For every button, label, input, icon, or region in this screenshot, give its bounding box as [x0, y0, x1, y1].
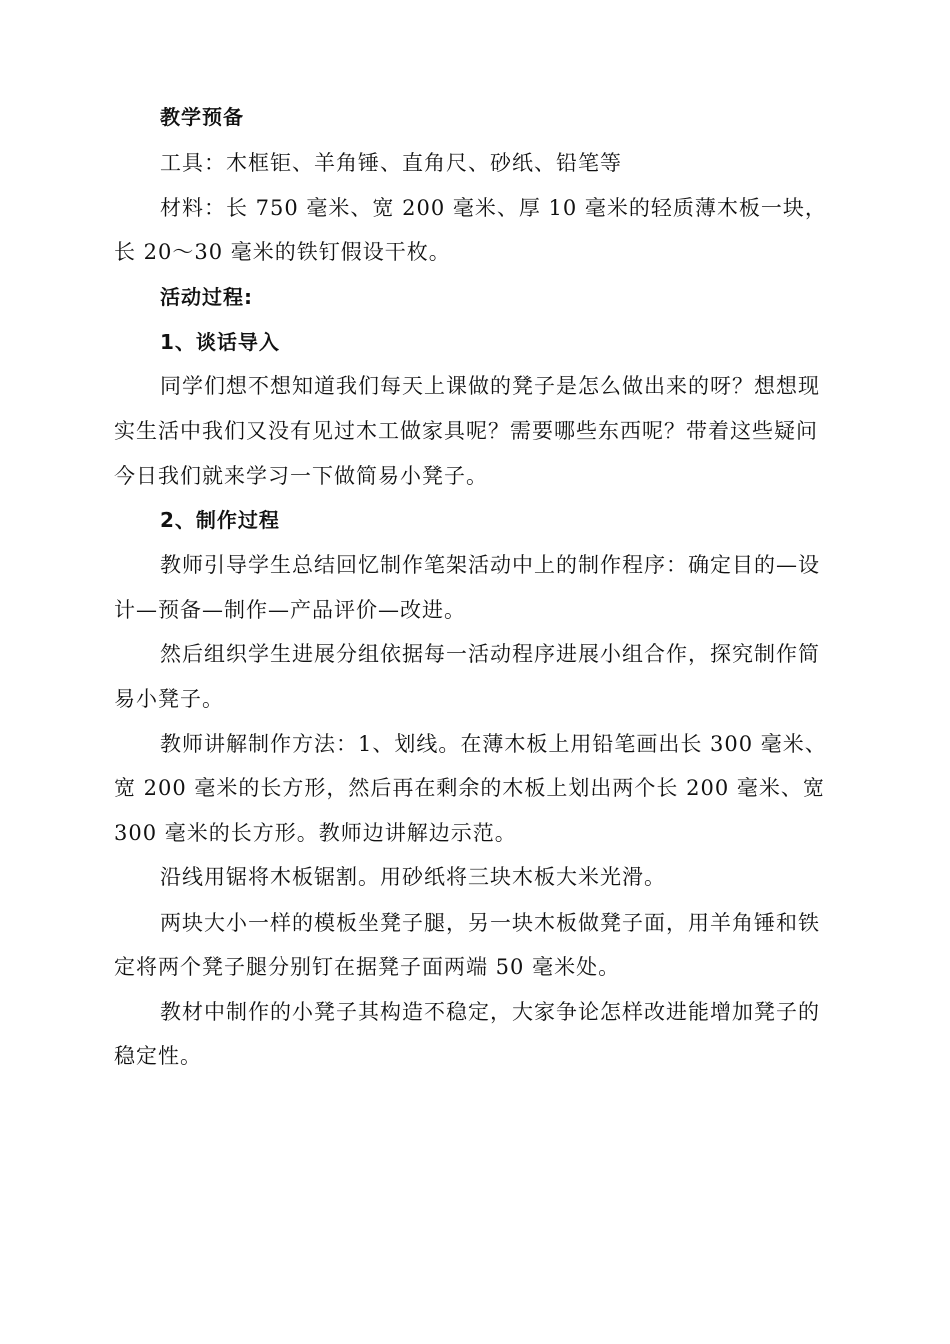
intro-line-2: 实生活中我们又没有见过木工做家具呢？需要哪些东西呢？带着这些疑问	[114, 419, 818, 443]
legs-line-2: 定将两个凳子腿分别钉在据凳子面两端 50 毫米处。	[114, 955, 621, 979]
intro-line-3: 今日我们就来学习一下做简易小凳子。	[114, 464, 488, 488]
group-line-1: 然后组织学生进展分组依据每一活动程序进展小组合作，探究制作简	[160, 642, 820, 666]
method-line-1: 教师讲解制作方法：1、划线。在薄木板上用铅笔画出长 300 毫米、	[160, 732, 827, 756]
process-heading: 活动过程:	[160, 285, 253, 309]
tools-line: 工具：木框钜、羊角锤、直角尺、砂纸、铅笔等	[160, 151, 622, 175]
method-line-3: 300 毫米的长方形。教师边讲解边示范。	[114, 821, 517, 845]
method-line-2: 宽 200 毫米的长方形，然后再在剩余的木板上划出两个长 200 毫米、宽	[114, 776, 825, 800]
materials-line-1: 材料：长 750 毫米、宽 200 毫米、厚 10 毫米的轻质薄木板一块，	[160, 196, 827, 220]
saw-line: 沿线用锯将木板锯割。用砂纸将三块木板大米光滑。	[160, 865, 666, 889]
section-2-heading: 2、制作过程	[160, 508, 280, 532]
intro-line-1: 同学们想不想知道我们每天上课做的凳子是怎么做出来的呀？想想现	[160, 374, 820, 398]
group-line-2: 易小凳子。	[114, 687, 224, 711]
materials-line-2: 长 20～30 毫米的铁钉假设干枚。	[114, 240, 451, 264]
stability-line-2: 稳定性。	[114, 1044, 202, 1068]
legs-line-1: 两块大小一样的模板坐凳子腿，另一块木板做凳子面，用羊角锤和铁	[160, 911, 820, 935]
stability-line-1: 教材中制作的小凳子其构造不稳定，大家争论怎样改进能增加凳子的	[160, 1000, 820, 1024]
review-line-2: 计—预备—制作—产品评价—改进。	[114, 598, 466, 622]
review-line-1: 教师引导学生总结回忆制作笔架活动中上的制作程序：确定目的—设	[160, 553, 820, 577]
prep-heading: 教学预备	[160, 105, 244, 129]
section-1-heading: 1、谈话导入	[160, 330, 280, 354]
